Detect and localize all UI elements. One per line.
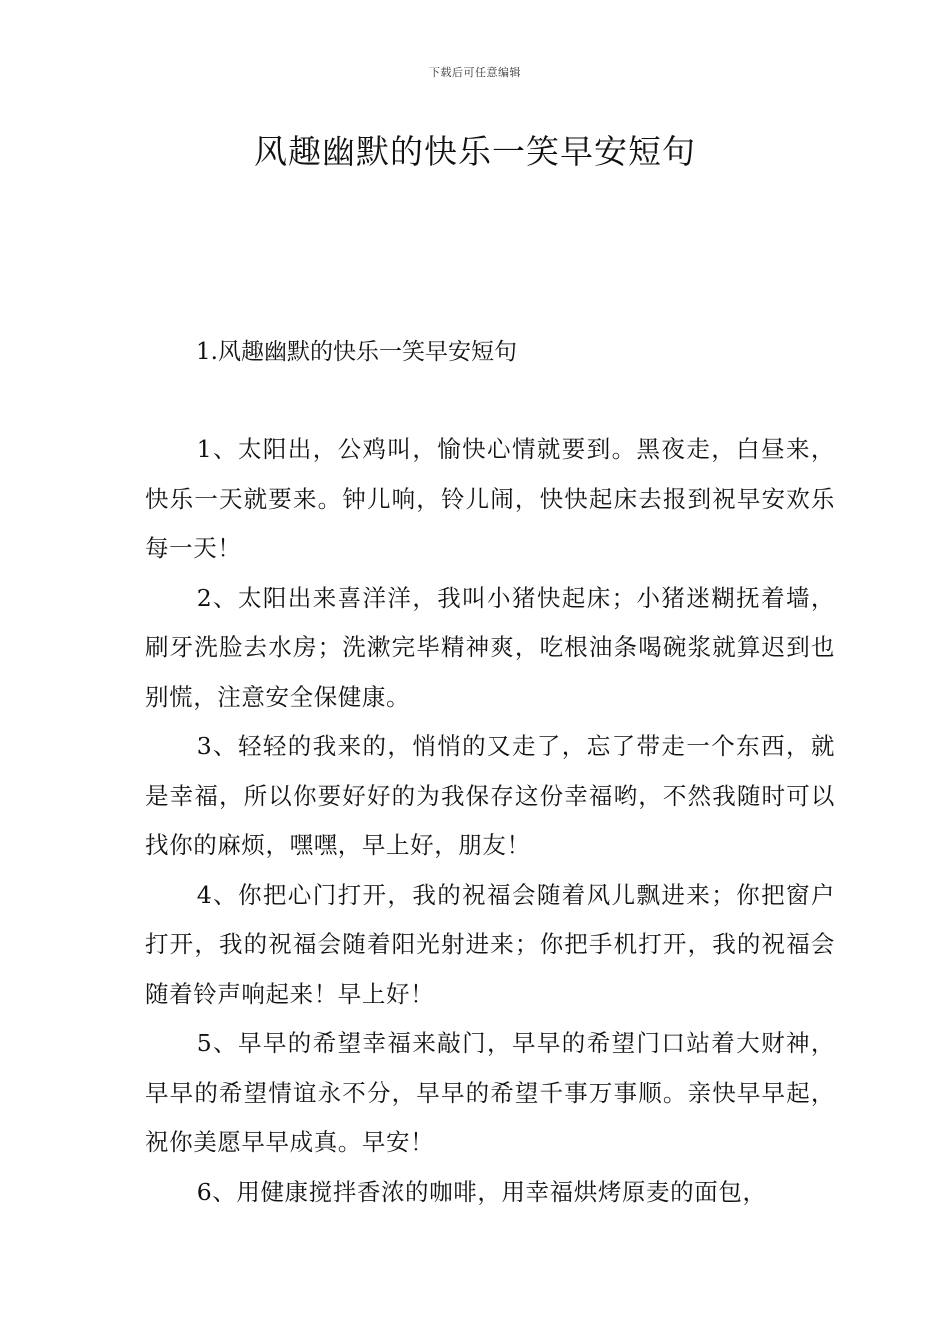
paragraph-2: 2、太阳出来喜洋洋，我叫小猪快起床；小猪迷糊抚着墙，刷牙洗脸去水房；洗漱完毕精神爽，吃根油条喝碗浆就算迟到也别慌，注意安全保健康。 [145, 583, 835, 711]
document-title: 风趣幽默的快乐一笑早安短句 [254, 132, 696, 171]
body-text [145, 425, 835, 1217]
paragraph-3: 3、轻轻的我来的，悄悄的又走了，忘了带走一个东西，就是幸福，所以你要好好的为我保存这份幸福哟，不然我随时可以找你的麻烦，嘿嘿，早上好，朋友！ [145, 732, 835, 859]
paragraph-1: 1、太阳出，公鸡叫，愉快心情就要到。黑夜走，白昼来，快乐一天就要来。钟儿响，铃儿闹，快快起床去报到祝早安欢乐每一天！ [145, 435, 835, 562]
paragraph-5: 5、早早的希望幸福来敲门，早早的希望门口站着大财神，早早的希望情谊永不分，早早的希望千事万事顺。亲快早早起，祝你美愿早早成真。早安！ [145, 1029, 835, 1156]
paragraph-6: 6、用健康搅拌香浓的咖啡，用幸福烘烤原麦的面包， [196, 1177, 767, 1206]
header-note: 下载后可任意编辑 [429, 66, 521, 79]
section-heading: 1.风趣幽默的快乐一笑早安短句 [196, 339, 517, 365]
paragraph-4: 4、你把心门打开，我的祝福会随着风儿飘进来；你把窗户打开，我的祝福会随着阳光射进来；你把手机打开，我的祝福会随着铃声响起来！早上好！ [145, 880, 835, 1008]
